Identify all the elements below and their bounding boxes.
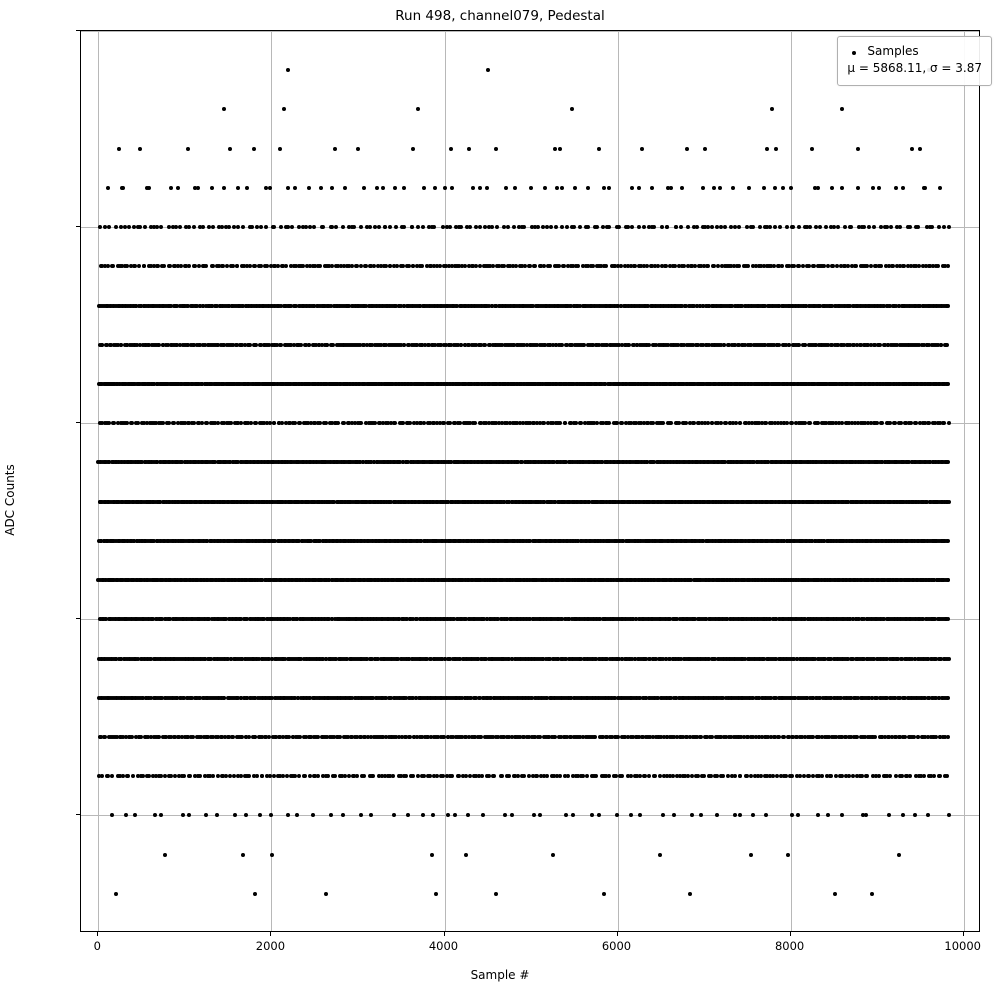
gridline-vertical	[791, 31, 792, 931]
legend-stats: μ = 5868.11, σ = 3.87	[847, 61, 982, 76]
x-tick-mark	[444, 932, 445, 936]
x-tick-mark	[270, 932, 271, 936]
gridline-horizontal	[81, 31, 979, 32]
plot-area	[80, 30, 980, 932]
x-tick-mark	[97, 932, 98, 936]
legend-label: Samples	[867, 44, 919, 58]
x-tick-label: 2000	[255, 939, 286, 953]
x-tick-label: 0	[93, 939, 101, 953]
gridline-vertical	[445, 31, 446, 931]
legend-point-icon	[847, 43, 861, 60]
chart-title: Run 498, channel079, Pedestal	[395, 8, 605, 24]
gridline-vertical	[98, 31, 99, 931]
x-axis-label: Sample #	[470, 968, 530, 982]
x-tick-mark	[790, 932, 791, 936]
gridline-vertical	[964, 31, 965, 931]
x-tick-mark	[963, 932, 964, 936]
x-tick-label: 4000	[428, 939, 459, 953]
legend	[837, 36, 992, 86]
legend-entry	[847, 43, 982, 60]
y-axis-label: ADC Counts	[3, 464, 17, 536]
x-tick-mark	[617, 932, 618, 936]
x-tick-label: 6000	[601, 939, 632, 953]
x-tick-label: 10000	[944, 939, 981, 953]
x-tick-label: 8000	[774, 939, 805, 953]
gridline-vertical	[271, 31, 272, 931]
gridline-vertical	[618, 31, 619, 931]
